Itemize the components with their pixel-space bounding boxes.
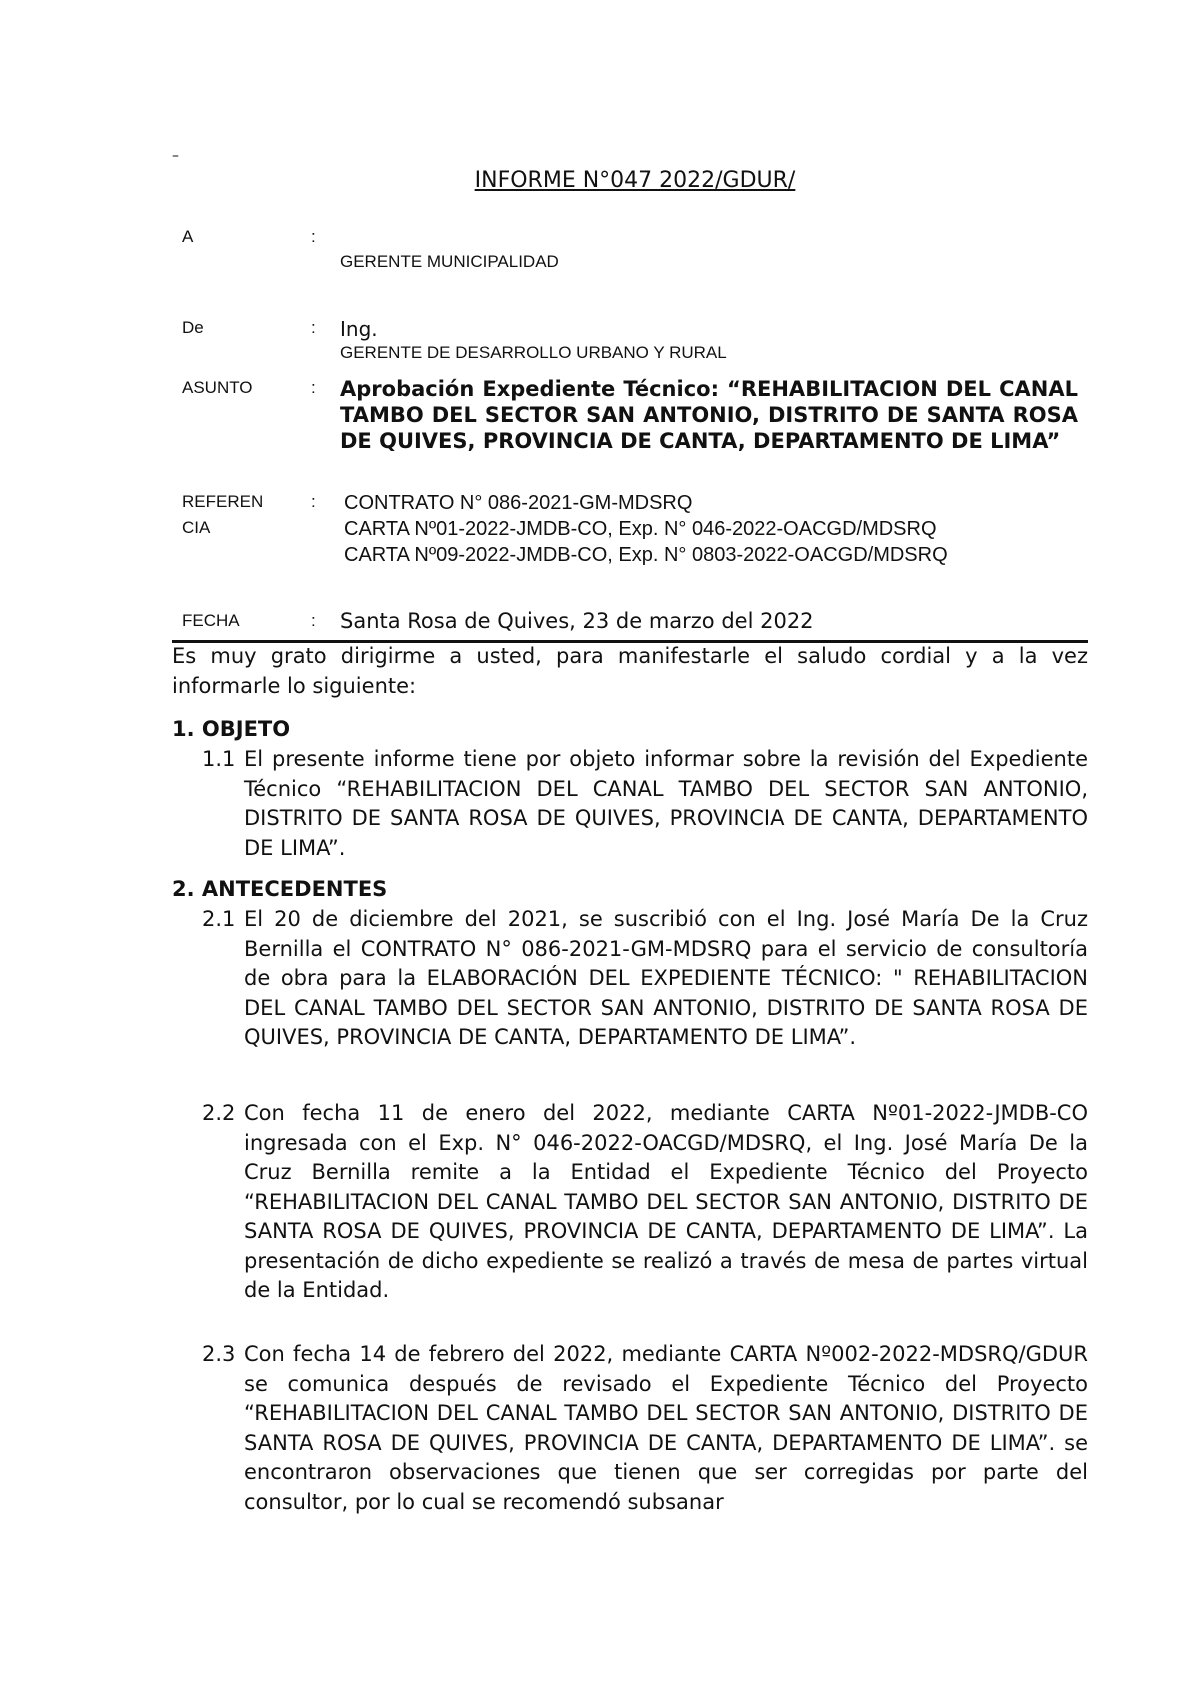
item-2-2-text: Con fecha 11 de enero del 2022, mediante CARTA Nº01-2022-JMDB-CO ingresada con el Exp. N° 046-2022-OACGD/MDSRQ, el Ing. José María De la Cruz Bernilla remite a la Entidad el Expediente Técnico del Proyecto “REHABILITACION DEL CANAL TAMBO DEL SECTOR SAN ANTONIO, DISTRITO DE SANTA ROSA DE QUIVES, PROVINCIA DE CANTA, DEPARTAMENTO DE LIMA”. La presentación de dicho expediente se realizó a través de mesa de partes virtual de la Entidad.	[244, 1101, 1088, 1302]
a-value: GERENTE MUNICIPALIDAD	[340, 252, 559, 271]
intro-paragraph: Es muy grato dirigirme a usted, para manifestarle el saludo cordial y a la vez informarle lo siguiente:	[172, 644, 1088, 698]
referencia-label-2: CIA	[182, 518, 211, 537]
referencia-item-2: CARTA Nº01-2022-JMDB-CO, Exp. N° 046-2022-OACGD/MDSRQ	[344, 518, 937, 540]
fecha-colon: :	[311, 611, 316, 630]
de-label: De	[182, 318, 204, 337]
asunto-colon: :	[311, 378, 316, 397]
referencia-colon: :	[311, 492, 316, 511]
asunto-label: ASUNTO	[182, 378, 253, 397]
fecha-value: Santa Rosa de Quives, 23 de marzo del 2022	[340, 609, 814, 633]
de-line-2: GERENTE DE DESARROLLO URBANO Y RURAL	[340, 343, 727, 362]
de-colon: :	[311, 318, 316, 337]
referencia-item-1: CONTRATO N° 086-2021-GM-MDSRQ	[344, 492, 693, 514]
item-2-2-number: 2.2	[202, 1101, 236, 1125]
item-1-1-number: 1.1	[202, 747, 236, 771]
referencia-label-1: REFEREN	[182, 492, 264, 511]
document-title: INFORME N°047 2022/GDUR/	[474, 168, 796, 193]
fecha-label: FECHA	[182, 611, 240, 630]
corner-mark: –	[172, 148, 179, 164]
de-line-1: Ing.	[340, 317, 378, 341]
a-colon: :	[311, 227, 316, 246]
referencia-item-3: CARTA Nº09-2022-JMDB-CO, Exp. N° 0803-2022-OACGD/MDSRQ	[344, 544, 948, 566]
item-2-1-text: El 20 de diciembre del 2021, se suscribió con el Ing. José María De la Cruz Bernilla el CONTRATO N° 086-2021-GM-MDSRQ para el servicio de consultoría de obra para la ELABORACIÓN DEL EXPEDIENTE TÉCNICO: " REHABILITACION DEL CANAL TAMBO DEL SECTOR SAN ANTONIO, DISTRITO DE SANTA ROSA DE QUIVES, PROVINCIA DE CANTA, DEPARTAMENTO DE LIMA”.	[244, 907, 1088, 1049]
item-2-3-number: 2.3	[202, 1342, 236, 1366]
section-antecedentes-heading: 2. ANTECEDENTES	[172, 877, 388, 901]
a-label: A	[182, 227, 194, 246]
item-2-3-text: Con fecha 14 de febrero del 2022, mediante CARTA Nº002-2022-MDSRQ/GDUR se comunica después de revisado el Expediente Técnico del Proyecto “REHABILITACION DEL CANAL TAMBO DEL SECTOR SAN ANTONIO, DISTRITO DE SANTA ROSA DE QUIVES, PROVINCIA DE CANTA, DEPARTAMENTO DE LIMA”. se encontraron observaciones que tienen que ser corregidas por parte del consultor, por lo cual se recomendó subsanar	[244, 1342, 1088, 1514]
section-objeto-heading: 1. OBJETO	[172, 717, 291, 741]
item-1-1-text: El presente informe tiene por objeto informar sobre la revisión del Expediente Técnico “REHABILITACION DEL CANAL TAMBO DEL SECTOR SAN ANTONIO, DISTRITO DE SANTA ROSA DE QUIVES, PROVINCIA DE CANTA, DEPARTAMENTO DE LIMA”.	[244, 747, 1088, 860]
item-2-1-number: 2.1	[202, 907, 236, 931]
asunto-text: Aprobación Expediente Técnico: “REHABILITACION DEL CANAL TAMBO DEL SECTOR SAN ANTONIO, DISTRITO DE SANTA ROSA DE QUIVES, PROVINCIA DE CANTA, DEPARTAMENTO DE LIMA”	[340, 377, 1078, 453]
